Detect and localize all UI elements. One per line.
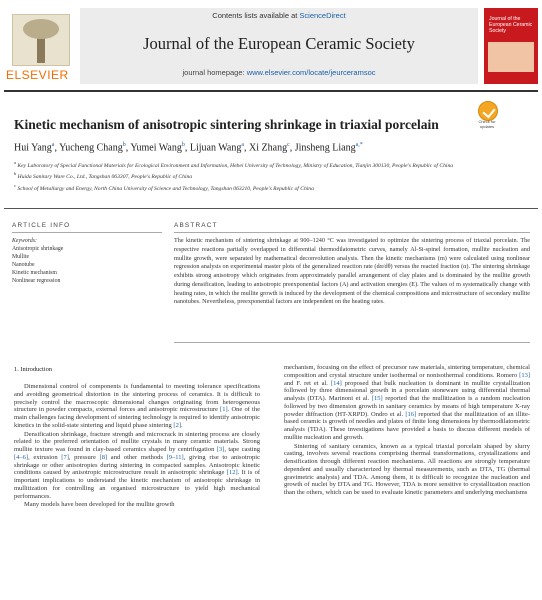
author-name[interactable]: Lijuan Wang	[189, 142, 242, 154]
author-name[interactable]: Yucheng Chang	[59, 142, 123, 154]
journal-header	[4, 8, 538, 84]
author-affiliation-marker[interactable]: a	[241, 142, 245, 148]
body-paragraph: Many models have been developed for the mullite growth	[24, 501, 175, 509]
journal-cover-thumbnail[interactable]	[484, 8, 538, 84]
author-name[interactable]: Xi Zhang	[249, 142, 288, 154]
affiliation-marker: a	[14, 160, 16, 165]
author-list: Hui Yang$^a$, Yucheng Chang$^b$, Yumei Wang$^b$, Lijuan Wang$^a$, Xi Zhang$^c$, Jinsheng Liang$^{a,*}$	[14, 142, 363, 154]
elsevier-tree-icon	[12, 14, 70, 66]
sciencedirect-link[interactable]: ScienceDirect	[299, 11, 346, 20]
article-info-heading: ARTICLE INFO	[12, 222, 71, 229]
citation-link[interactable]: [14]	[330, 379, 342, 387]
contents-available: Contents lists available at ScienceDirect	[212, 11, 346, 20]
affiliation-text: Key Laboratory of Special Functional Materials for Ecological Environment and Information, Hebei University of Technology, Ministry of Education, Tianjin 300130, People's Republic of China	[16, 162, 454, 169]
abstract-text: The kinetic mechanism of sintering shrinkage at 900–1240 °C was investigated to optimize the sintering process of triaxial porcelain. The respective reactions partially overlapped in differential thermodilatometric curves, namely Al-Si-spinel formation, mullite nucleation and mullite growth, were separated by mathematical deconvolution analysis. Then the kinetic mechanisms (m) were calculated using nonlinear regression analysis on experimental master plots of the generalized reaction rate (dα/dθ) versus the reacted fraction (α). The sintering shrinkage exhibits strong anisotropy which originates from approximately parallel arrangement of clay plates and is dominated by the mullite growth during densification, leading to anisotropic preexponential factors (A) and activation energies (E). The values of m systematically change with heating rates, in which the mullite growth is induced by the development of the chemical compositions and microstructure of secondary mullite nanotubes. Nevertheless, preexponential factors are independent on the heating rates.	[174, 237, 530, 306]
header-divider	[4, 90, 538, 92]
citation-link[interactable]: [3]	[216, 446, 225, 453]
keyword-item: Nanotube	[12, 262, 35, 268]
keywords-label: Keywords:	[12, 238, 37, 244]
keyword-item: Mullite	[12, 254, 30, 260]
affiliation-item	[14, 170, 514, 181]
journal-banner	[80, 8, 478, 84]
citation-link[interactable]: [8]	[99, 453, 108, 461]
author-name[interactable]: Hui Yang	[14, 142, 52, 154]
citation-link[interactable]: [1]	[220, 406, 228, 414]
journal-title: Journal of the European Ceramic Society	[143, 34, 415, 53]
journal-homepage: journal homepage: www.elsevier.com/locate/jeurceramsoc	[182, 68, 376, 77]
publisher-name: ELSEVIER	[6, 68, 69, 82]
affiliation-divider	[4, 208, 538, 209]
author-affiliation-marker[interactable]: a,*	[355, 142, 363, 148]
affiliation-marker: b	[14, 171, 17, 177]
citation-link[interactable]: [7]	[61, 453, 69, 461]
citation-link[interactable]: [12]	[226, 469, 238, 477]
author-name[interactable]: Yumei Wang	[130, 142, 182, 154]
author-name[interactable]: Jinsheng Liang	[294, 142, 356, 154]
intro-right-column	[284, 364, 530, 498]
abstract-bottom-rule	[174, 342, 530, 343]
keyword-item: Anisotropic shrinkage	[12, 246, 64, 252]
article-info-rule	[12, 232, 162, 233]
affiliation-item	[14, 159, 514, 170]
author-affiliation-marker[interactable]: c	[287, 142, 290, 148]
keyword-item: Nonlinear regression	[12, 278, 61, 284]
citation-link[interactable]: [16]	[405, 410, 417, 418]
intro-left-column	[14, 383, 260, 510]
cover-title: Journal of the European Ceramic Society	[489, 16, 533, 34]
abstract-heading: ABSTRACT	[174, 222, 218, 229]
keyword-item: Kinetic mechanism	[12, 270, 57, 276]
check-for-updates-button[interactable]	[474, 101, 500, 129]
check-for-updates-label: Check for updates	[478, 119, 496, 129]
citation-link[interactable]: [13]	[519, 371, 530, 379]
citation-link[interactable]: [9–11]	[166, 453, 184, 461]
article-title: Kinetic mechanism of anisotropic sintering shrinkage in triaxial porcelain	[14, 117, 439, 132]
citation-link[interactable]: [15]	[371, 395, 383, 402]
body-paragraph: Sintering of sanitary ceramics, known as a typical triaxial porcelain shaped by slurry casting, involves several reactions comprising thermal transformations, crystallizations and densification through different reaction mechanisms. All reactions are strongly temperature dependent and usually characterized by thermal measurements, such as DTA, TG (thermal gravimetric analysis) and TDA. Among them, it is difficult to recognize the nucleation and growth of nuclei by DTA and TG. However, TDA is more sensitive to crystallization reaction than the others, which can be used to evaluate kinetic parameters and underlying mechanisms	[284, 442, 530, 496]
citation-link[interactable]: [2]	[173, 421, 181, 429]
body-paragraph: mechanism, focusing on the effect of precursor raw materials, sintering temperature, chemical composition and crystal structure under isothermal or nonisothermal conditions. Romero [13] and F. ret et al. [14] proposed that bulk nucleation is dominant in mullite crystallization followed by three dimensional growth in a porcelain stoneware using differential thermal analysis (DTA). Marinoni et al. [15] reported that the mullitization is a random nucleation followed by two dimension growth in sanitary ceramics by means of high temperature X-ray powder diffraction (HT-XRPD). Ondro et al. [16] reported that the mullitization of an illite-based ceramic is growth of needles and plates of finite long dimensions by thermodilatometric analysis (TDA). These investigations have provided a basis to discuss different models of mullite nucleation and growth.	[284, 364, 531, 441]
body-paragraph: Dimensional control of components is fundamental to meeting tolerance specifications and avoiding geometrical distortion in the sintering process of ceramics. It is difficult to precisely control the macroscopic dimensional changes originating from heterogeneous structure in powder compacts, external forces and anisotropic microstructure [1]. One of the main challenges facing development of sintering technology is required to identify anisotropic kinetics in the solid-state sintering and liquid phase sintering [2].	[14, 383, 260, 429]
keyword-list	[12, 245, 162, 285]
section-heading-introduction: 1. Introduction	[14, 366, 52, 373]
author-affiliation-marker[interactable]: b	[122, 142, 126, 148]
check-for-updates-icon	[478, 101, 498, 121]
affiliation-text: Huida Sanitary Ware Co., Ltd., Tangshan 063307, People's Republic of China	[16, 174, 193, 181]
keywords-block	[12, 237, 162, 285]
affiliation-marker: c	[14, 182, 16, 188]
cover-image	[488, 42, 534, 72]
abstract-rule	[174, 232, 530, 233]
citation-link[interactable]: [4–6]	[14, 453, 29, 461]
author-affiliation-marker[interactable]: a	[51, 142, 55, 148]
homepage-link[interactable]: www.elsevier.com/locate/jeurceramsoc	[246, 68, 376, 77]
author-affiliation-marker[interactable]: b	[181, 142, 185, 148]
affiliation-text: School of Metallurgy and Energy, North China University of Science and Technology, Tangshan 063210, People's Republic of China	[16, 185, 314, 192]
body-paragraph: Densification shrinkage, fracture strength and microcrack in sintering process are closely related to the preferred orientation of mullite crystals in many ceramic materials. Strong mullite texture was found in clay-based ceramics shaped by centrifugation [3], tape casting [4–6], extrusion [7], pressure [8] and other methods [9–11], giving rise to anisotropic shrinkage or other anisotropies during sintering in compacted samples. Anisotropic kinetic conditions caused by anisotropic microstructure result in anisotropic shrinkage [12]. It is of important implications to understand the kinetic mechanism of anisotropic shrinkage in mullitization for controlling an organised microstructure to yield high mechanical performances.	[14, 430, 260, 500]
elsevier-logo[interactable]	[4, 8, 76, 84]
affiliation-item	[14, 182, 514, 193]
affiliations	[14, 159, 514, 193]
